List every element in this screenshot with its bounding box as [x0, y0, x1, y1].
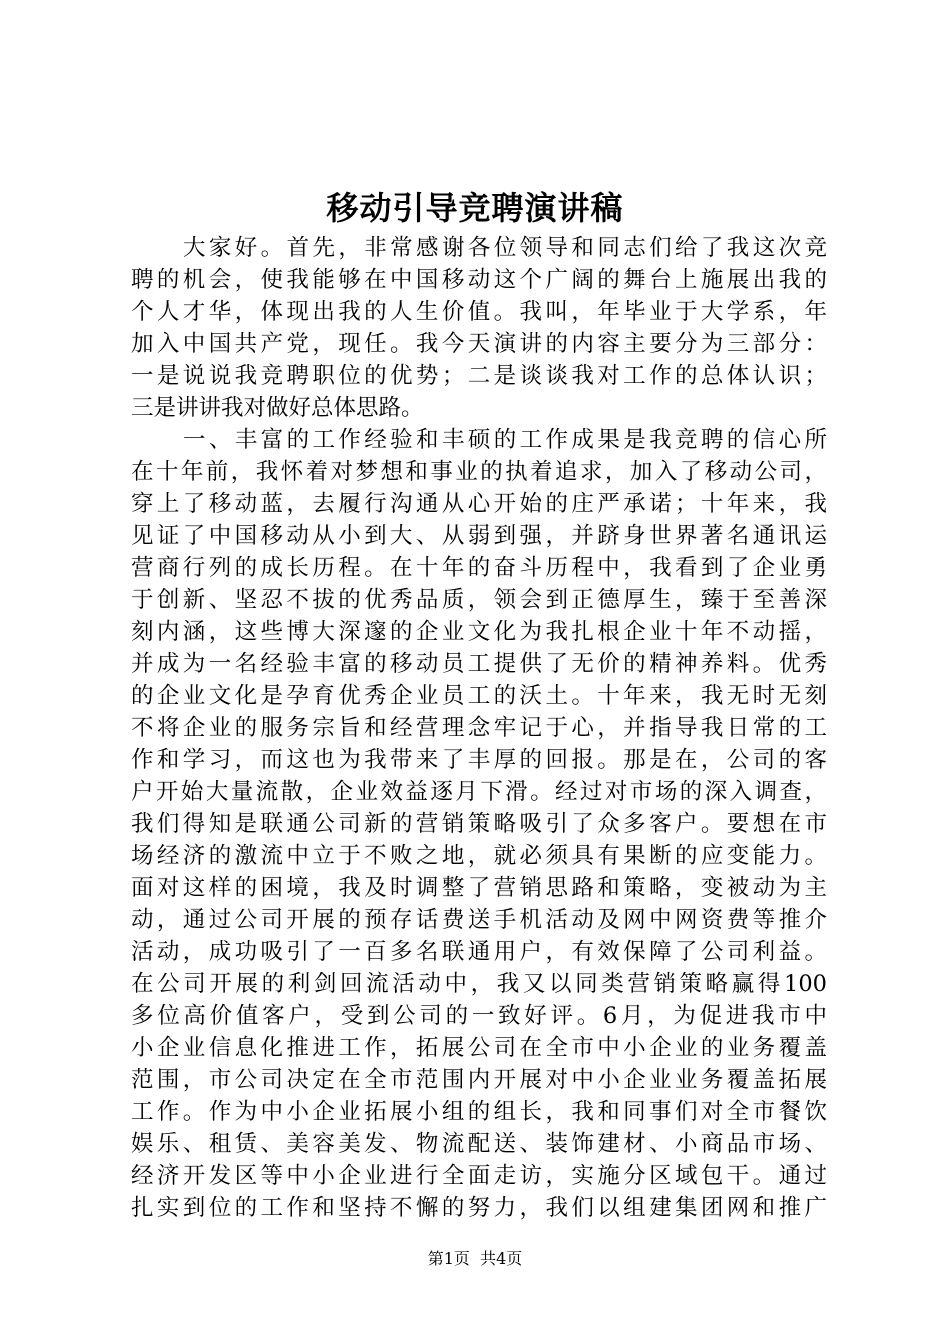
- paragraph-line: 见证了中国移动从小到大、从弱到强，并跻身世界著名通讯运: [131, 523, 827, 549]
- paragraph-line: 在公司开展的利剑回流活动中，我又以同类营销策略赢得100: [131, 971, 827, 997]
- paragraph-line: 三是讲讲我对做好总体思路。: [131, 395, 424, 421]
- paragraph-line: 动，通过公司开展的预存话费送手机活动及网中网资费等推介: [131, 907, 827, 933]
- page-number-footer: 第1页 共4页: [427, 1249, 523, 1268]
- paragraph-line: 并成为一名经验丰富的移动员工提供了无价的精神养料。优秀: [131, 651, 827, 677]
- paragraph-line: 范围，市公司决定在全市范围内开展对中小企业业务覆盖拓展: [131, 1067, 827, 1093]
- paragraph-line: 一是说说我竞聘职位的优势；二是谈谈我对工作的总体认识；: [131, 363, 827, 389]
- paragraph-line: 在十年前，我怀着对梦想和事业的执着追求，加入了移动公司，: [131, 459, 827, 485]
- paragraph-line: 经济开发区等中小企业进行全面走访，实施分区域包干。通过: [131, 1163, 827, 1189]
- paragraph-line: 扎实到位的工作和坚持不懈的努力，我们以组建集团网和推广: [131, 1195, 827, 1221]
- document-title: 移动引导竞聘演讲稿: [326, 189, 624, 227]
- paragraph-line: 个人才华，体现出我的人生价值。我叫，年毕业于大学系，年: [131, 299, 827, 325]
- paragraph-line: 穿上了移动蓝，去履行沟通从心开始的庄严承诺；十年来，我: [131, 491, 827, 517]
- paragraph-line: 工作。作为中小企业拓展小组的组长，我和同事们对全市餐饮: [131, 1099, 827, 1125]
- document-body: [131, 232, 827, 1224]
- paragraph-line: 刻内涵，这些博大深邃的企业文化为我扎根企业十年不动摇，: [131, 619, 827, 645]
- paragraph-line: 户开始大量流散，企业效益逐月下滑。经过对市场的深入调查，: [131, 779, 827, 805]
- paragraph-line: 于创新、坚忍不拔的优秀品质，领会到正德厚生，臻于至善深: [131, 587, 827, 613]
- paragraph-line: 营商行列的成长历程。在十年的奋斗历程中，我看到了企业勇: [131, 555, 827, 581]
- paragraph-line: 娱乐、租赁、美容美发、物流配送、装饰建材、小商品市场、: [131, 1131, 827, 1157]
- paragraph-line: 多位高价值客户，受到公司的一致好评。6月，为促进我市中: [131, 1003, 827, 1029]
- paragraph-line: 加入中国共产党，现任。我今天演讲的内容主要分为三部分：: [131, 331, 827, 357]
- paragraph-line: 一、丰富的工作经验和丰硕的工作成果是我竞聘的信心所: [183, 427, 827, 453]
- paragraph-line: 的企业文化是孕育优秀企业员工的沃土。十年来，我无时无刻: [131, 683, 827, 709]
- paragraph-line: 不将企业的服务宗旨和经营理念牢记于心，并指导我日常的工: [131, 715, 827, 741]
- paragraph-line: 我们得知是联通公司新的营销策略吸引了众多客户。要想在市: [131, 811, 827, 837]
- paragraph-line: 小企业信息化推进工作，拓展公司在全市中小企业的业务覆盖: [131, 1035, 827, 1061]
- paragraph-line: 场经济的激流中立于不败之地，就必须具有果断的应变能力。: [131, 843, 827, 869]
- paragraph-line: 面对这样的困境，我及时调整了营销思路和策略，变被动为主: [131, 875, 827, 901]
- paragraph-line: 聘的机会，使我能够在中国移动这个广阔的舞台上施展出我的: [131, 267, 827, 293]
- paragraph-line: 大家好。首先，非常感谢各位领导和同志们给了我这次竞: [183, 235, 827, 261]
- paragraph-line: 活动，成功吸引了一百多名联通用户，有效保障了公司利益。: [131, 939, 827, 965]
- paragraph-line: 作和学习，而这也为我带来了丰厚的回报。那是在，公司的客: [131, 747, 827, 773]
